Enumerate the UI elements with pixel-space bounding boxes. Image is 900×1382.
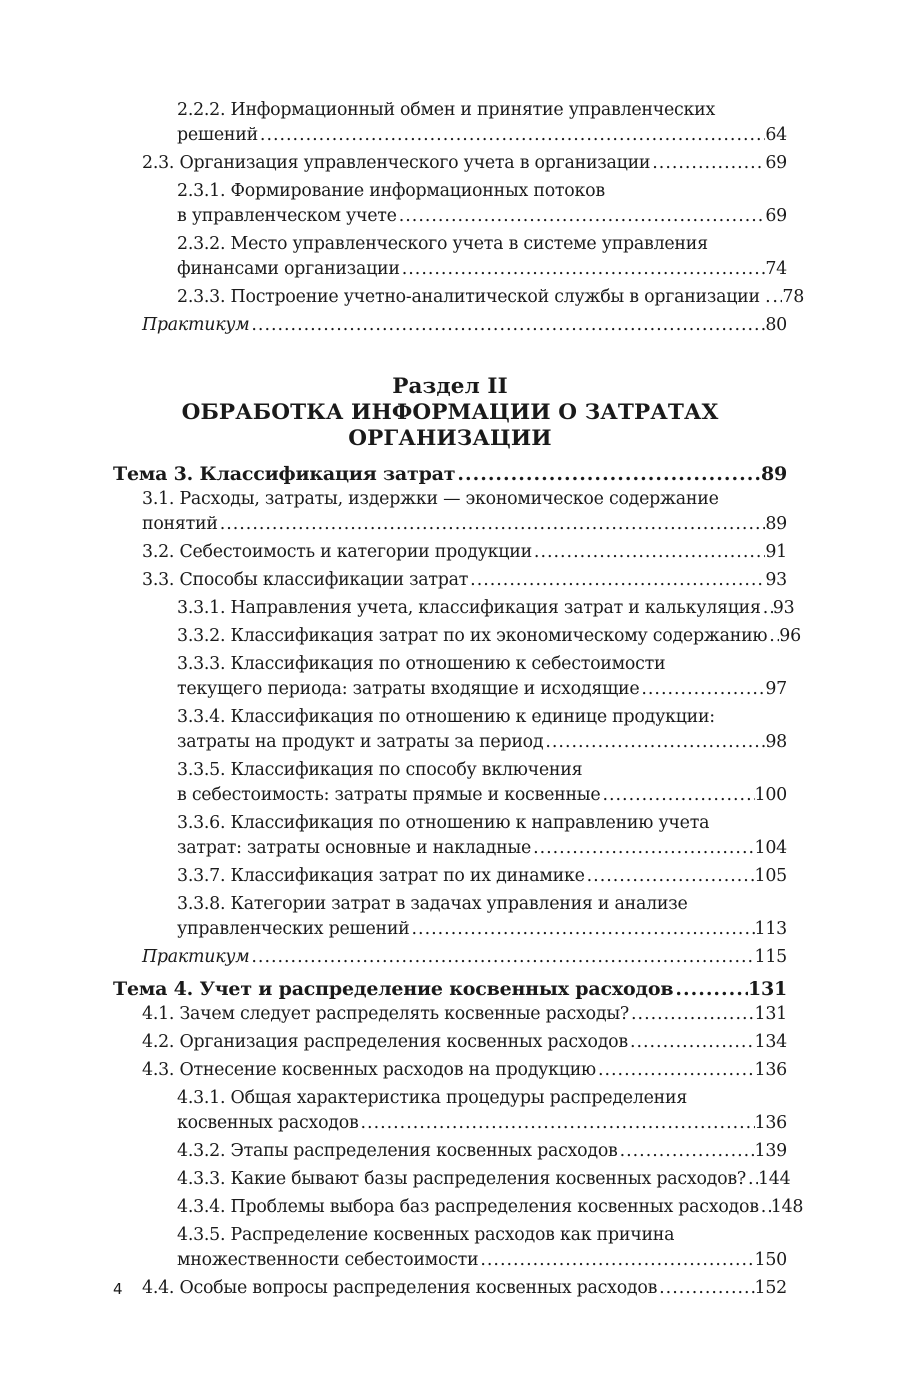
toc-entry-page: 136 bbox=[754, 1113, 787, 1133]
toc-entry[interactable] bbox=[113, 232, 787, 282]
toc-entry-title: 4.3.3. Какие бывают базы распределения косвенных расходов? bbox=[177, 1169, 746, 1189]
toc-entry-page: 91 bbox=[765, 542, 787, 562]
toc-entry-title-line: 3.3.3. Классификация по отношению к себестоимости bbox=[177, 654, 666, 674]
toc-entry[interactable] bbox=[113, 1195, 804, 1220]
toc-entry-page: 89 bbox=[765, 514, 787, 534]
toc-entry[interactable] bbox=[113, 1276, 787, 1301]
toc-entry[interactable] bbox=[113, 624, 801, 649]
tema-3-heading[interactable] bbox=[113, 461, 787, 487]
toc-entry[interactable] bbox=[113, 1086, 787, 1136]
leader-dots bbox=[673, 976, 748, 1002]
section-number: Раздел II bbox=[392, 374, 508, 399]
toc-entry-page: 93 bbox=[765, 570, 787, 590]
toc-entry[interactable] bbox=[113, 1139, 787, 1164]
leader-dots bbox=[532, 540, 765, 565]
toc-entry-title: затрат: затраты основные и накладные bbox=[177, 838, 532, 858]
toc-entry-title: 3.3.7. Классификация затрат по их динамике bbox=[177, 866, 585, 886]
leader-dots bbox=[400, 257, 766, 282]
page-number: 4 bbox=[113, 1280, 123, 1298]
leader-dots bbox=[397, 204, 766, 229]
toc-entry-title: 4.3.2. Этапы распределения косвенных расходов bbox=[177, 1141, 618, 1161]
toc-entry-page: 150 bbox=[754, 1250, 787, 1270]
toc-entry-title: Практикум bbox=[142, 947, 250, 967]
toc-entry[interactable] bbox=[113, 652, 787, 702]
toc-entry-title: 3.2. Себестоимость и категории продукции bbox=[142, 542, 532, 562]
leader-dots bbox=[410, 917, 755, 942]
toc-entry[interactable] bbox=[113, 98, 787, 148]
toc-entry-title: 3.3. Способы классификации затрат bbox=[142, 570, 469, 590]
leader-dots bbox=[249, 313, 765, 338]
leader-dots bbox=[455, 461, 761, 487]
tema-3-entries bbox=[113, 487, 801, 970]
section-title-line-1: ОБРАБОТКА ИНФОРМАЦИИ О ЗАТРАТАХ bbox=[181, 400, 719, 425]
toc-entry-page: 148 bbox=[770, 1197, 804, 1217]
section-heading bbox=[113, 374, 787, 452]
toc-entry-page: 78 bbox=[782, 287, 805, 307]
toc-entry-title-line: 4.3.5. Распределение косвенных расходов как причина bbox=[177, 1225, 675, 1245]
leader-dots bbox=[759, 1195, 771, 1220]
toc-entry[interactable] bbox=[113, 1223, 787, 1273]
toc-top-group bbox=[113, 98, 805, 338]
tema-3-title: Тема 3. Классификация затрат bbox=[113, 463, 456, 485]
toc-entry-page: 105 bbox=[754, 866, 787, 886]
toc-entry-title: понятий bbox=[142, 514, 218, 534]
toc-entry[interactable] bbox=[113, 892, 787, 942]
toc-entry-page: 152 bbox=[754, 1278, 787, 1298]
toc-entry[interactable] bbox=[113, 811, 787, 861]
toc-entry[interactable] bbox=[113, 945, 787, 970]
toc-entry-title: косвенных расходов bbox=[177, 1113, 359, 1133]
toc-entry-title: 4.2. Организация распределения косвенных расходов bbox=[142, 1032, 628, 1052]
toc-entry[interactable] bbox=[113, 596, 795, 621]
toc-entry-title: 4.4. Особые вопросы распределения косвенных расходов bbox=[142, 1278, 658, 1298]
leader-dots bbox=[600, 783, 754, 808]
leader-dots bbox=[531, 836, 754, 861]
toc-entry-title-line: 3.3.4. Классификация по отношению к единице продукции: bbox=[177, 707, 715, 727]
toc-entry-title-line: 3.3.6. Классификация по отношению к направлению учета bbox=[177, 813, 710, 833]
leader-dots bbox=[761, 596, 773, 621]
toc-entry-page: 104 bbox=[754, 838, 787, 858]
toc-entry-page: 97 bbox=[765, 679, 787, 699]
toc-entry-title: 4.3. Отнесение косвенных расходов на продукцию bbox=[142, 1060, 596, 1080]
toc-entry-title: 2.3.3. Построение учетно-аналитической службы в организации . bbox=[177, 287, 771, 307]
toc-entry-page: 93 bbox=[772, 598, 795, 618]
toc-entry[interactable] bbox=[113, 151, 787, 176]
toc-entry-page: 74 bbox=[765, 259, 787, 279]
toc-entry-page: 100 bbox=[754, 785, 787, 805]
leader-dots bbox=[628, 1030, 755, 1055]
toc-entry-page: 69 bbox=[765, 206, 787, 226]
leader-dots bbox=[478, 1248, 754, 1273]
toc-entry[interactable] bbox=[113, 1058, 787, 1083]
toc-entry[interactable] bbox=[113, 568, 787, 593]
toc-entry-title-line: 2.2.2. Информационный обмен и принятие управленческих bbox=[177, 100, 716, 120]
toc-entry[interactable] bbox=[113, 285, 805, 310]
toc-entry-title: множественности себестоимости bbox=[177, 1250, 479, 1270]
toc-entry-title: 3.3.1. Направления учета, классификация затрат и калькуляция bbox=[177, 598, 761, 618]
toc-entry-title: текущего периода: затраты входящие и исходящие bbox=[177, 679, 640, 699]
toc-entry-title: Практикум bbox=[142, 315, 250, 335]
toc-entry-title-line: 3.3.8. Категории затрат в задачах управления и анализе bbox=[177, 894, 688, 914]
leader-dots bbox=[639, 677, 765, 702]
section-title-line-2: ОРГАНИЗАЦИИ bbox=[348, 426, 552, 451]
toc-entry-page: 96 bbox=[779, 626, 801, 646]
leader-dots bbox=[657, 1276, 754, 1301]
toc-entry-title: затраты на продукт и затраты за период bbox=[177, 732, 544, 752]
leader-dots bbox=[359, 1111, 755, 1136]
toc-entry-page: 139 bbox=[754, 1141, 787, 1161]
leader-dots bbox=[468, 568, 765, 593]
toc-entry-title: 4.1. Зачем следует распределять косвенные расходы? bbox=[142, 1004, 630, 1024]
toc-entry[interactable] bbox=[113, 864, 787, 889]
toc-entry-title: финансами организации bbox=[177, 259, 400, 279]
toc-entry[interactable] bbox=[113, 540, 787, 565]
tema-3-page: 89 bbox=[760, 463, 787, 485]
toc-entry-title-line: 2.3.2. Место управленческого учета в системе управления bbox=[177, 234, 708, 254]
toc-entry-title-line: 2.3.1. Формирование информационных потоков bbox=[177, 181, 605, 201]
leader-dots bbox=[218, 512, 766, 537]
toc-entry-title: 2.3. Организация управленческого учета в организации bbox=[142, 153, 651, 173]
toc-entry-title: в себестоимость: затраты прямые и косвенные bbox=[177, 785, 601, 805]
toc-entry-page: 131 bbox=[754, 1004, 787, 1024]
toc-entry[interactable] bbox=[113, 758, 787, 808]
leader-dots bbox=[770, 285, 782, 310]
toc-entry[interactable] bbox=[113, 1002, 787, 1027]
toc-entry[interactable] bbox=[113, 705, 787, 755]
toc-entry-page: 69 bbox=[765, 153, 787, 173]
toc-entry-title-line: 3.3.5. Классификация по способу включения bbox=[177, 760, 583, 780]
toc-entry-page: 64 bbox=[765, 125, 787, 145]
leader-dots bbox=[258, 123, 765, 148]
toc-entry-page: 115 bbox=[754, 947, 787, 967]
toc-entry-page: 144 bbox=[757, 1169, 791, 1189]
leader-dots bbox=[629, 1002, 755, 1027]
leader-dots bbox=[767, 624, 779, 649]
tema-4-title: Тема 4. Учет и распределение косвенных расходов bbox=[113, 978, 674, 1000]
toc-entry-title-line: 4.3.1. Общая характеристика процедуры распределения bbox=[177, 1088, 688, 1108]
toc-entry-title: 3.3.2. Классификация затрат по их экономическому содержанию bbox=[177, 626, 768, 646]
toc-entry[interactable] bbox=[113, 179, 787, 229]
leader-dots bbox=[543, 730, 765, 755]
leader-dots bbox=[585, 864, 755, 889]
toc-entry-title: решений bbox=[177, 125, 258, 145]
toc-entry[interactable] bbox=[113, 313, 787, 338]
leader-dots bbox=[650, 151, 765, 176]
toc-entry[interactable] bbox=[113, 1030, 787, 1055]
toc-entry-page: 113 bbox=[754, 919, 787, 939]
toc-entry-title: 4.3.4. Проблемы выбора баз распределения косвенных расходов bbox=[177, 1197, 759, 1217]
table-of-contents bbox=[113, 98, 805, 1301]
leader-dots bbox=[249, 945, 754, 970]
leader-dots bbox=[746, 1167, 758, 1192]
toc-entry[interactable] bbox=[113, 487, 787, 537]
leader-dots bbox=[618, 1139, 755, 1164]
tema-4-page: 131 bbox=[747, 978, 787, 1000]
toc-entry-page: 98 bbox=[765, 732, 787, 752]
toc-entry-page: 134 bbox=[754, 1032, 787, 1052]
toc-entry-title: управленческих решений bbox=[177, 919, 410, 939]
toc-entry-page: 136 bbox=[754, 1060, 787, 1080]
toc-entry-title-line: 3.1. Расходы, затраты, издержки — экономическое содержание bbox=[142, 489, 719, 509]
tema-4-heading[interactable] bbox=[113, 976, 787, 1002]
toc-entry[interactable] bbox=[113, 1167, 791, 1192]
leader-dots bbox=[596, 1058, 755, 1083]
toc-entry-title: в управленческом учете bbox=[177, 206, 397, 226]
tema-4-entries bbox=[113, 1002, 804, 1301]
toc-entry-page: 80 bbox=[765, 315, 787, 335]
